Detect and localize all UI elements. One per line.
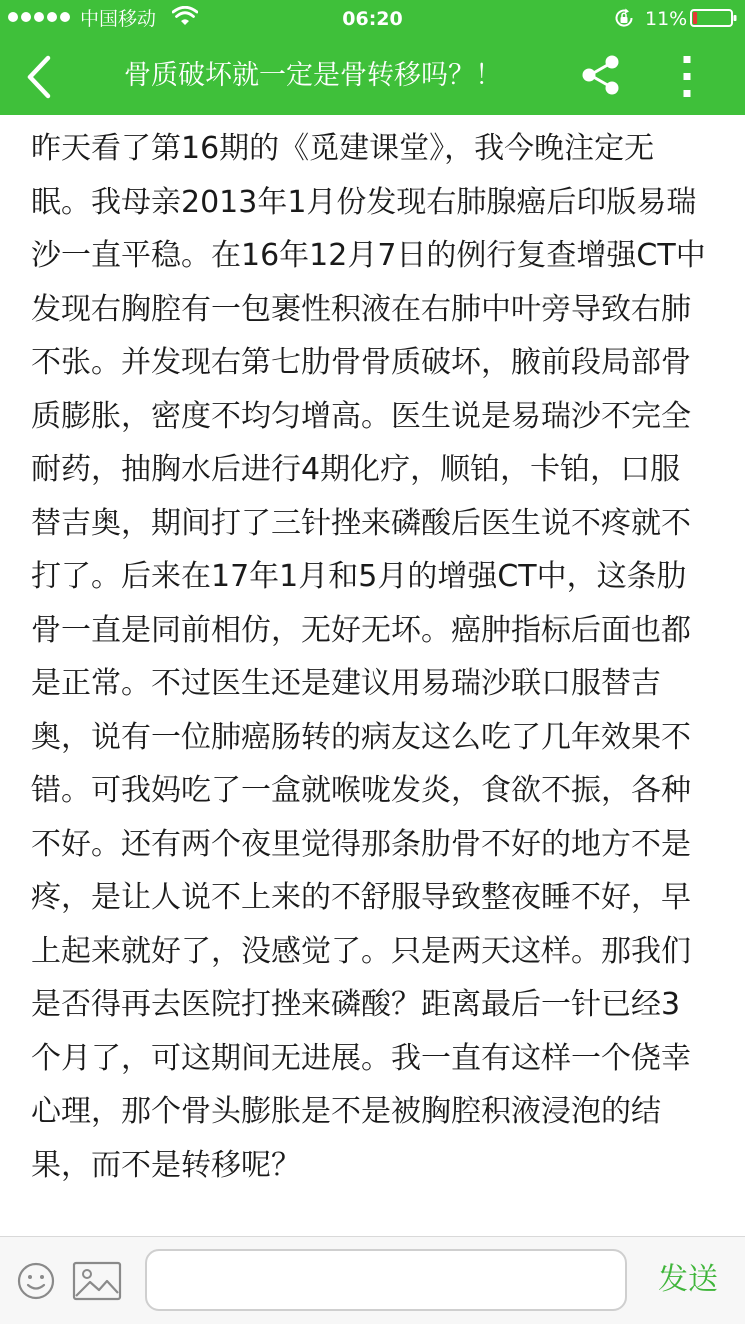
article-line: 是正常。不过医生还是建议用易瑞沙联口服替吉 xyxy=(31,666,661,701)
back-button[interactable] xyxy=(16,50,66,104)
article-line: 替吉奥，期间打了三针挫来磷酸后医生说不疼就不 xyxy=(31,505,691,541)
article-line: 骨一直是同前相仿，无好无坏。癌肿指标后面也都 xyxy=(31,612,691,648)
send-button[interactable]: 发送 xyxy=(648,1255,728,1305)
carrier-name: 中国移动 xyxy=(80,8,157,30)
article-line: 错。可我妈吃了一盒就喉咙发炎，食欲不振，各种 xyxy=(31,773,691,808)
article-line: 不张。并发现右第七肋骨骨质破坏，腋前段局部骨 xyxy=(31,345,691,380)
article-line: 是否得再去医院打挫来磷酸？距离最后一针已经3 xyxy=(31,987,681,1022)
article-line: 上起来就好了，没感觉了。只是两天这样。那我们 xyxy=(31,933,691,969)
back-chevron-icon xyxy=(16,50,66,104)
nav-bar xyxy=(0,38,745,115)
battery-icon xyxy=(690,9,738,27)
article-line: 发现右胸腔有一包裹性积液在右肺中叶旁导致右肺 xyxy=(31,291,691,327)
battery-percent: 11% xyxy=(645,8,688,30)
article-line: 个月了，可这期间无进展。我一直有这样一个侥幸 xyxy=(31,1040,691,1076)
comment-input-bar xyxy=(0,1236,745,1324)
article-line: 质膨胀，密度不均匀增高。医生说是易瑞沙不完全 xyxy=(31,398,691,434)
page-title: 骨质破坏就一定是骨转移吗？！ xyxy=(124,60,502,91)
article-line: 眠。我母亲2013年1月份发现右肺腺癌后印版易瑞 xyxy=(31,184,697,220)
status-time: 06:20 xyxy=(342,8,403,30)
status-bar xyxy=(0,0,745,38)
app-header xyxy=(0,0,745,115)
article-line: 奥，说有一位肺癌肠转的病友这么吃了几年效果不 xyxy=(31,719,691,755)
more-options-button[interactable] xyxy=(668,50,708,104)
article-line: 打了。后来在17年1月和5月的增强CT中，这条肋 xyxy=(31,559,687,594)
article-body xyxy=(31,122,721,1192)
emoji-button[interactable] xyxy=(16,1261,56,1301)
share-icon xyxy=(578,52,624,98)
article-line: 昨天看了第16期的《觅建课堂》，我今晚注定无 xyxy=(31,131,655,166)
article-line: 疼，是让人说不上来的不舒服导致整夜睡不好，早 xyxy=(31,880,691,915)
article-line: 沙一直平稳。在16年12月7日的例行复查增强CT中 xyxy=(31,238,706,273)
more-vertical-icon xyxy=(668,50,708,104)
emoji-icon xyxy=(16,1261,56,1301)
share-button[interactable] xyxy=(578,52,624,98)
article-line: 心理，那个骨头膨胀是不是被胸腔积液浸泡的结 xyxy=(31,1094,661,1129)
article-line: 耐药，抽胸水后进行4期化疗，顺铂，卡铂，口服 xyxy=(31,452,681,487)
image-upload-button[interactable] xyxy=(72,1260,122,1302)
article-line: 不好。还有两个夜里觉得那条肋骨不好的地方不是 xyxy=(31,826,691,862)
article-line: 果，而不是转移呢？ xyxy=(31,1147,301,1183)
comment-input[interactable] xyxy=(145,1249,627,1311)
orientation-lock-icon xyxy=(613,7,635,29)
image-icon xyxy=(72,1260,122,1302)
